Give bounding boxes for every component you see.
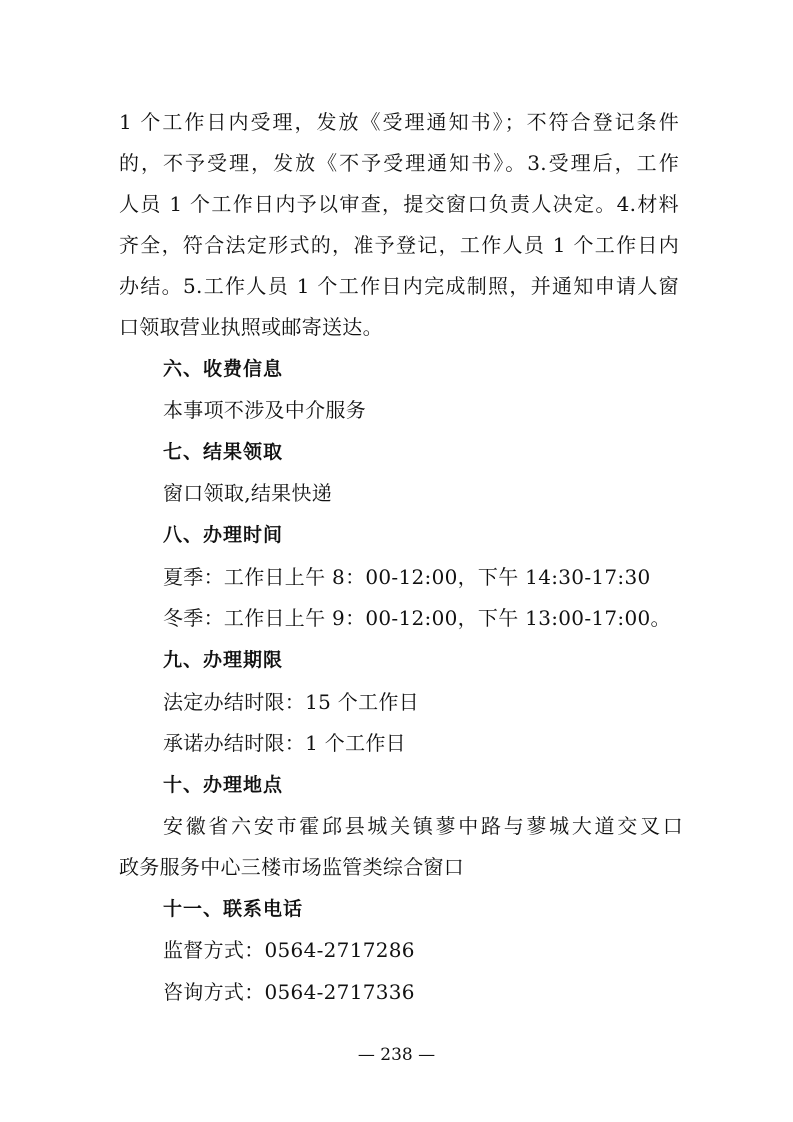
result-pickup-text: 窗口领取,结果快递: [163, 481, 333, 505]
section-heading-time-limit: 九、办理期限: [163, 649, 284, 671]
paragraph-line-2: 的，不予受理，发放《不予受理通知书》。3.受理后，工作: [119, 151, 679, 175]
consult-phone-text: 咨询方式：0564-2717336: [163, 980, 415, 1004]
page-number: — 238 —: [357, 1045, 436, 1065]
fees-text: 本事项不涉及中介服务: [163, 398, 366, 422]
promised-time-limit-text: 承诺办结时限：1 个工作日: [163, 731, 406, 755]
summer-hours-text: 夏季：工作日上午 8：00-12:00，下午 14:30-17:30: [163, 565, 651, 589]
paragraph-line-6: 口领取营业执照或邮寄送达。: [119, 315, 383, 339]
section-heading-fees: 六、收费信息: [163, 358, 284, 380]
paragraph-line-3: 人员 1 个工作日内予以审查，提交窗口负责人决定。4.材料: [119, 192, 679, 216]
winter-hours-text: 冬季：工作日上午 9：00-12:00，下午 13:00-17:00。: [163, 606, 671, 630]
section-heading-result-pickup: 七、结果领取: [163, 441, 284, 463]
section-heading-contact: 十一、联系电话: [163, 898, 304, 920]
location-line-2: 政务服务中心三楼市场监管类综合窗口: [119, 855, 465, 879]
paragraph-line-5: 办结。5.工作人员 1 个工作日内完成制照，并通知申请人窗: [119, 274, 679, 298]
paragraph-line-1: 1 个工作日内受理，发放《受理通知书》；不符合登记条件: [119, 110, 679, 134]
paragraph-line-4: 齐全，符合法定形式的，准予登记，工作人员 1 个工作日内: [119, 233, 679, 257]
supervise-phone-text: 监督方式：0564-2717286: [163, 938, 415, 962]
section-heading-hours: 八、办理时间: [163, 524, 284, 546]
section-heading-location: 十、办理地点: [163, 774, 284, 796]
location-line-1: 安徽省六安市霍邱县城关镇蓼中路与蓼城大道交叉口: [163, 814, 683, 838]
legal-time-limit-text: 法定办结时限：15 个工作日: [163, 690, 420, 714]
